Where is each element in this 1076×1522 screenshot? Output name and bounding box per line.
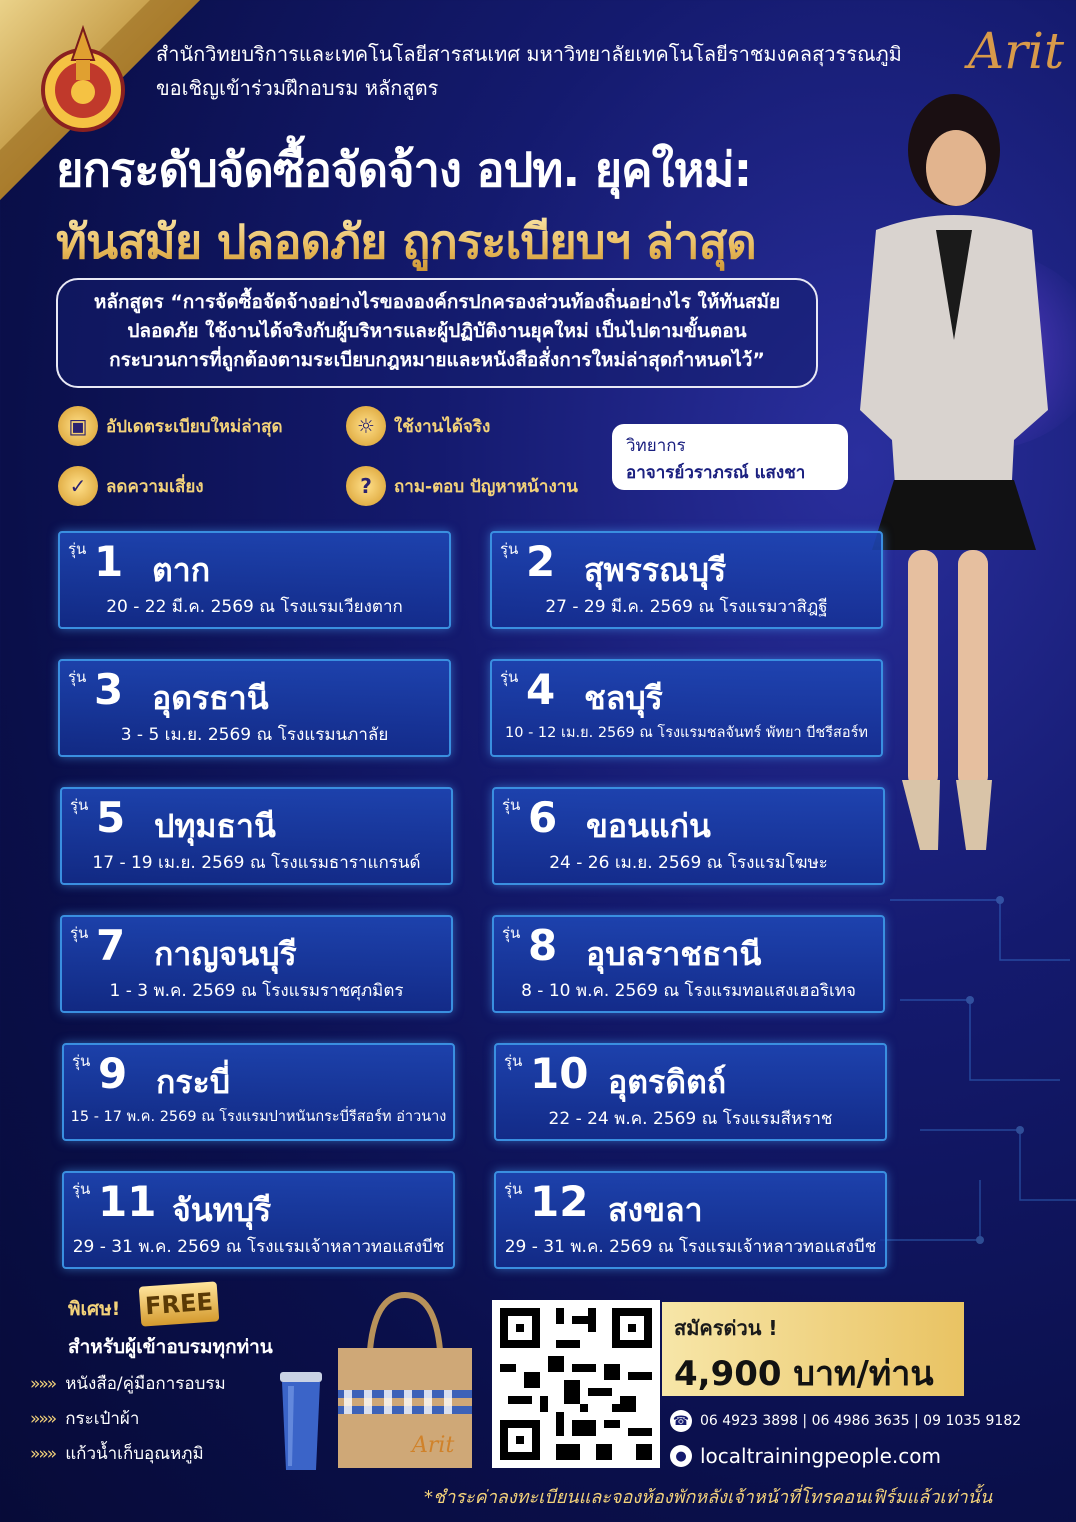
document-icon: ▣: [58, 406, 98, 446]
batch-number: 2: [526, 537, 556, 586]
batch-province: สุพรรณบุรี: [584, 551, 727, 589]
batch-number: 5: [96, 793, 126, 842]
batch-province: ขอนแก่น: [586, 807, 711, 845]
chevron-right-icon: »»»: [30, 1374, 56, 1394]
batch-province: กาญจนบุรี: [154, 935, 297, 973]
batch-detail: 22 - 24 พ.ค. 2569 ณ โรงแรมสีหราช: [548, 1109, 833, 1129]
batch-number: 3: [94, 665, 124, 714]
batch-run-label: รุ่น: [502, 796, 521, 814]
circuit-decoration: [880, 880, 1076, 1280]
batch-run-label: รุ่น: [72, 1180, 91, 1198]
special-label: พิเศษ!: [68, 1298, 121, 1320]
speaker-role: วิทยากร: [626, 436, 686, 456]
batch-detail: 24 - 26 เม.ย. 2569 ณ โรงแรมโฆษะ: [549, 853, 828, 873]
feature-label: ใช้งานได้จริง: [394, 416, 491, 437]
batch-run-label: รุ่น: [500, 668, 519, 686]
batch-number: 4: [526, 665, 556, 714]
gift-item-3: [30, 1440, 204, 1467]
tumbler-image: [278, 1372, 324, 1472]
chevron-right-icon: »»»: [30, 1409, 56, 1429]
batch-detail: 20 - 22 มี.ค. 2569 ณ โรงแรมเวียงตาก: [106, 597, 403, 617]
batch-province: ชลบุรี: [584, 679, 663, 717]
batch-run-label: รุ่น: [68, 540, 87, 558]
website-contact: [670, 1444, 941, 1468]
batch-card-2: [490, 531, 883, 629]
batch-province: สงขลา: [608, 1191, 703, 1229]
batch-detail: 3 - 5 เม.ย. 2569 ณ โรงแรมนภาลัย: [120, 725, 389, 745]
course-description-box: [56, 278, 818, 388]
batch-number: 11: [98, 1177, 157, 1226]
batch-number: 12: [530, 1177, 589, 1226]
batch-detail: 29 - 31 พ.ค. 2569 ณ โรงแรมเจ้าหลาวทอแสงบีช: [72, 1237, 445, 1257]
batch-province: กระบี่: [156, 1063, 231, 1101]
phone-contact: [670, 1410, 1021, 1432]
batch-card-7: [60, 915, 453, 1013]
batch-card-10: [494, 1043, 887, 1141]
batch-number: 7: [96, 921, 126, 970]
globe-icon: ●: [670, 1445, 692, 1467]
question-icon: ?: [346, 466, 386, 506]
course-line3: กระบวนการที่ถูกต้องตามระเบียบกฎหมายและหนังสือสั่งการใหม่ล่าสุดกำหนดไว้”: [109, 349, 765, 371]
org-line2: ขอเชิญเข้าร่วมฝึกอบรม หลักสูตร: [156, 76, 439, 100]
main-title-line1: ยกระดับจัดซื้อจัดจ้าง อปท. ยุคใหม่:: [56, 143, 752, 198]
qr-code[interactable]: [492, 1300, 660, 1468]
batch-number: 1: [94, 537, 124, 586]
arit-logo: Arit: [968, 22, 1065, 80]
batch-card-5: [60, 787, 453, 885]
phone-icon: ☎: [670, 1410, 692, 1432]
gift-label: หนังสือ/คู่มือการอบรม: [65, 1374, 226, 1394]
lightbulb-icon: ☼: [346, 406, 386, 446]
batch-card-1: [58, 531, 451, 629]
batch-province: อุตรดิตถ์: [608, 1063, 727, 1101]
feature-update: [58, 406, 283, 446]
batch-card-11: [62, 1171, 455, 1269]
batch-number: 8: [528, 921, 558, 970]
feature-risk: [58, 466, 204, 506]
batch-province: ตาก: [152, 551, 211, 589]
speaker-name: อาจารย์วราภรณ์ แสงชา: [626, 463, 806, 483]
org-line1: สำนักวิทยบริการและเทคโนโลยีสารสนเทศ มหาวิทยาลัยเทคโนโลยีราชมงคลสุวรรณภูมิ: [156, 42, 902, 66]
batch-province: ปทุมธานี: [154, 807, 276, 845]
for-all-label: สำหรับผู้เข้าอบรมทุกท่าน: [68, 1336, 273, 1358]
university-seal-logo: [24, 20, 142, 138]
batch-card-6: [492, 787, 885, 885]
feature-label: ลดความเสี่ยง: [106, 476, 204, 497]
batch-province: จันทบุรี: [172, 1191, 272, 1229]
batch-province: อุดรธานี: [152, 679, 269, 717]
bag-logo-text: Arit: [412, 1433, 455, 1458]
price-box: [662, 1302, 964, 1396]
batch-card-12: [494, 1171, 887, 1269]
batch-detail: 8 - 10 พ.ค. 2569 ณ โรงแรมทอแสงเฮอริเทจ: [521, 981, 856, 1001]
batch-run-label: รุ่น: [68, 668, 87, 686]
batch-province: อุบลราชธานี: [586, 935, 762, 973]
batch-detail: 29 - 31 พ.ค. 2569 ณ โรงแรมเจ้าหลาวทอแสงบีช: [504, 1237, 877, 1257]
tote-bag-image: [330, 1290, 480, 1470]
batch-run-label: รุ่น: [70, 924, 89, 942]
chevron-right-icon: »»»: [30, 1444, 56, 1464]
batch-card-4: [490, 659, 883, 757]
free-badge: FREE: [139, 1281, 220, 1326]
price-label: 4,900 บาท/ท่าน: [674, 1354, 934, 1394]
shield-icon: ✓: [58, 466, 98, 506]
batch-detail: 1 - 3 พ.ค. 2569 ณ โรงแรมราชศุภมิตร: [109, 981, 404, 1001]
gift-item-1: [30, 1370, 226, 1397]
speaker-box: [612, 424, 848, 490]
feature-practical: [346, 406, 490, 446]
batch-run-label: รุ่น: [70, 796, 89, 814]
course-line1: หลักสูตร “การจัดซื้อจัดจ้างอย่างไรขององค์กรปกครองส่วนท้องถิ่นอย่างไร ให้ทันสมัย: [93, 291, 781, 313]
course-line2: ปลอดภัย ใช้งานได้จริงกับผู้บริหารและผู้ปฏิบัติงานยุคใหม่ เป็นไปตามขั้นตอน: [127, 320, 747, 342]
gift-label: กระเป๋าผ้า: [65, 1409, 140, 1429]
apply-now-label: สมัครด่วน !: [674, 1316, 778, 1340]
feature-qa: [346, 466, 578, 506]
batch-number: 6: [528, 793, 558, 842]
batch-detail: 10 - 12 เม.ย. 2569 ณ โรงแรมชลจันทร์ พัทยา บีชรีสอร์ท: [505, 725, 868, 741]
website-link[interactable]: localtrainingpeople.com: [700, 1444, 941, 1468]
phone-numbers[interactable]: 06 4923 3898 | 06 4986 3635 | 09 1035 9182: [700, 1413, 1022, 1429]
feature-label: ถาม-ตอบ ปัญหาหน้างาน: [394, 476, 578, 497]
batch-run-label: รุ่น: [504, 1180, 523, 1198]
batch-card-9: [62, 1043, 455, 1141]
batch-number: 10: [530, 1049, 589, 1098]
batch-run-label: รุ่น: [72, 1052, 91, 1070]
gift-item-2: [30, 1405, 139, 1432]
batch-number: 9: [98, 1049, 128, 1098]
batch-detail: 15 - 17 พ.ค. 2569 ณ โรงแรมปาหนันกระบี่รีสอร์ท อ่าวนาง: [70, 1109, 447, 1125]
batch-run-label: รุ่น: [504, 1052, 523, 1070]
batch-card-3: [58, 659, 451, 757]
main-title-line2: ทันสมัย ปลอดภัย ถูกระเบียบฯ ล่าสุด: [56, 204, 756, 279]
batch-detail: 27 - 29 มี.ค. 2569 ณ โรงแรมวาสิฎฐี: [545, 597, 828, 617]
feature-label: อัปเดตระเบียบใหม่ล่าสุด: [106, 416, 283, 437]
batch-run-label: รุ่น: [500, 540, 519, 558]
batch-card-8: [492, 915, 885, 1013]
batch-run-label: รุ่น: [502, 924, 521, 942]
payment-note: *ชำระค่าลงทะเบียนและจองห้องพักหลังเจ้าหน้าที่โทรคอนเฟิร์มแล้วเท่านั้น: [424, 1487, 993, 1508]
batch-detail: 17 - 19 เม.ย. 2569 ณ โรงแรมธาราแกรนด์: [92, 853, 421, 873]
gift-label: แก้วน้ำเก็บอุณหภูมิ: [65, 1444, 204, 1464]
